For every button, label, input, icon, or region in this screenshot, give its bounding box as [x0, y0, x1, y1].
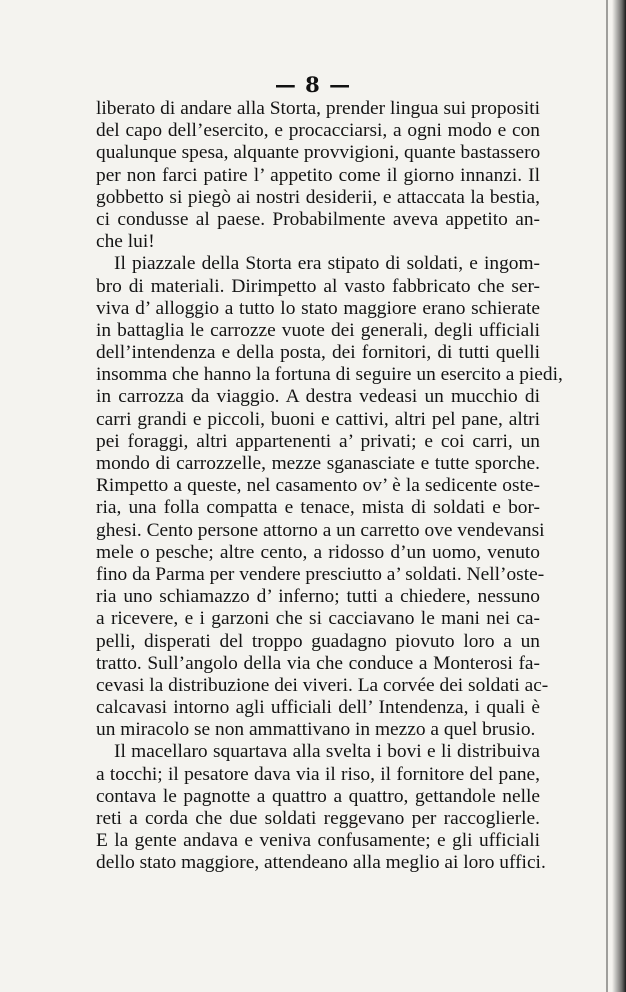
page-edge-line [606, 0, 608, 992]
page-number: — 8 — [274, 72, 352, 97]
text-line: Il macellaro squartava alla svelta i bovi e li distribuiva [114, 741, 540, 763]
text-line: insomma che hanno la fortuna di seguire un esercito a piedi, [96, 364, 563, 386]
text-line: bro di materiali. Dirimpetto al vasto fabbricato che ser- [96, 275, 540, 297]
text-line: mondo di carrozzelle, mezze sganasciate e tutte sporche. [96, 453, 540, 474]
page-edge-shadow [612, 0, 626, 992]
text-line: calcavasi intorno agli ufficiali dell’ Intendenza, i quali è [96, 697, 540, 719]
text-line: qualunque spesa, alquante provvigioni, quante bastassero [96, 142, 541, 164]
text-line: in carrozza da viaggio. A destra vedeasi un mucchio di [96, 386, 540, 408]
text-line: viva d’ alloggio a tutto lo stato maggiore erano schierate [96, 297, 540, 319]
text-line: gobbetto si piegò ai nostri desiderii, e attaccata la bestia, [96, 186, 540, 208]
text-line: reti a corda che due soldati reggevano per raccoglierle. [96, 808, 540, 829]
text-line: carri grandi e piccoli, buoni e cattivi, altri pel pane, altri [96, 408, 540, 430]
text-line: ci condusse al paese. Probabilmente aveva appetito an- [96, 208, 540, 230]
text-line: dell’intendenza e della posta, dei fornitori, di tutti quelli [96, 342, 540, 364]
text-line: a ricevere, e i garzoni che si cacciavano le mani nei ca- [96, 608, 540, 630]
text-line: ria uno schiamazzo d’ inferno; tutti a chiedere, nessuno [96, 586, 540, 608]
text-line: in battaglia le carrozze vuote dei generali, degli ufficiali [96, 319, 540, 341]
text-line: a tocchi; il pesatore dava via il riso, il fornitore del pane, [96, 763, 540, 785]
text-line: Il piazzale della Storta era stipato di soldati, e ingom- [114, 253, 540, 275]
text-line: E la gente andava e veniva confusamente; e gli ufficiali [96, 830, 540, 852]
text-line: ghesi. Cento persone attorno a un carretto ove vendevansi [96, 519, 545, 541]
text-line: liberato di andare alla Storta, prender lingua sui propositi [96, 98, 540, 119]
text-line: pelli, disperati del troppo guadagno piovuto loro a un [96, 630, 540, 652]
text-line: cevasi la distribuzione dei viveri. La corvée dei soldati ac- [96, 674, 549, 696]
text-line: pei foraggi, altri appartenenti a’ privati; e coi carri, un [96, 430, 540, 452]
text-line: dello stato maggiore, attendeano alla meglio ai loro uffici. [96, 852, 546, 874]
text-line: per non farci patire l’ appetito come il giorno innanzi. Il [96, 164, 540, 186]
text-line: tratto. Sull’angolo della via che conduce a Monterosi fa- [96, 652, 540, 674]
text-line: ria, una folla compatta e tenace, mista di soldati e bor- [96, 497, 540, 519]
text-line: un miracolo se non ammattivano in mezzo a quel brusio. [96, 719, 536, 741]
text-line: fino da Parma per vendere presciutto a’ soldati. Nell’oste- [96, 563, 545, 585]
text-line: che lui! [96, 231, 155, 253]
text-line: Rimpetto a queste, nel casamento ov’ è la sedicente oste- [96, 475, 540, 497]
text-line: contava le pagnotte a quattro a quattro, gettandole nelle [96, 785, 540, 807]
text-line: del capo dell’esercito, e procacciarsi, a ogni modo e con [96, 120, 540, 142]
body-text [96, 98, 563, 875]
text-line: mele o pesche; altre cento, a ridosso d’un uomo, venuto [96, 541, 540, 563]
